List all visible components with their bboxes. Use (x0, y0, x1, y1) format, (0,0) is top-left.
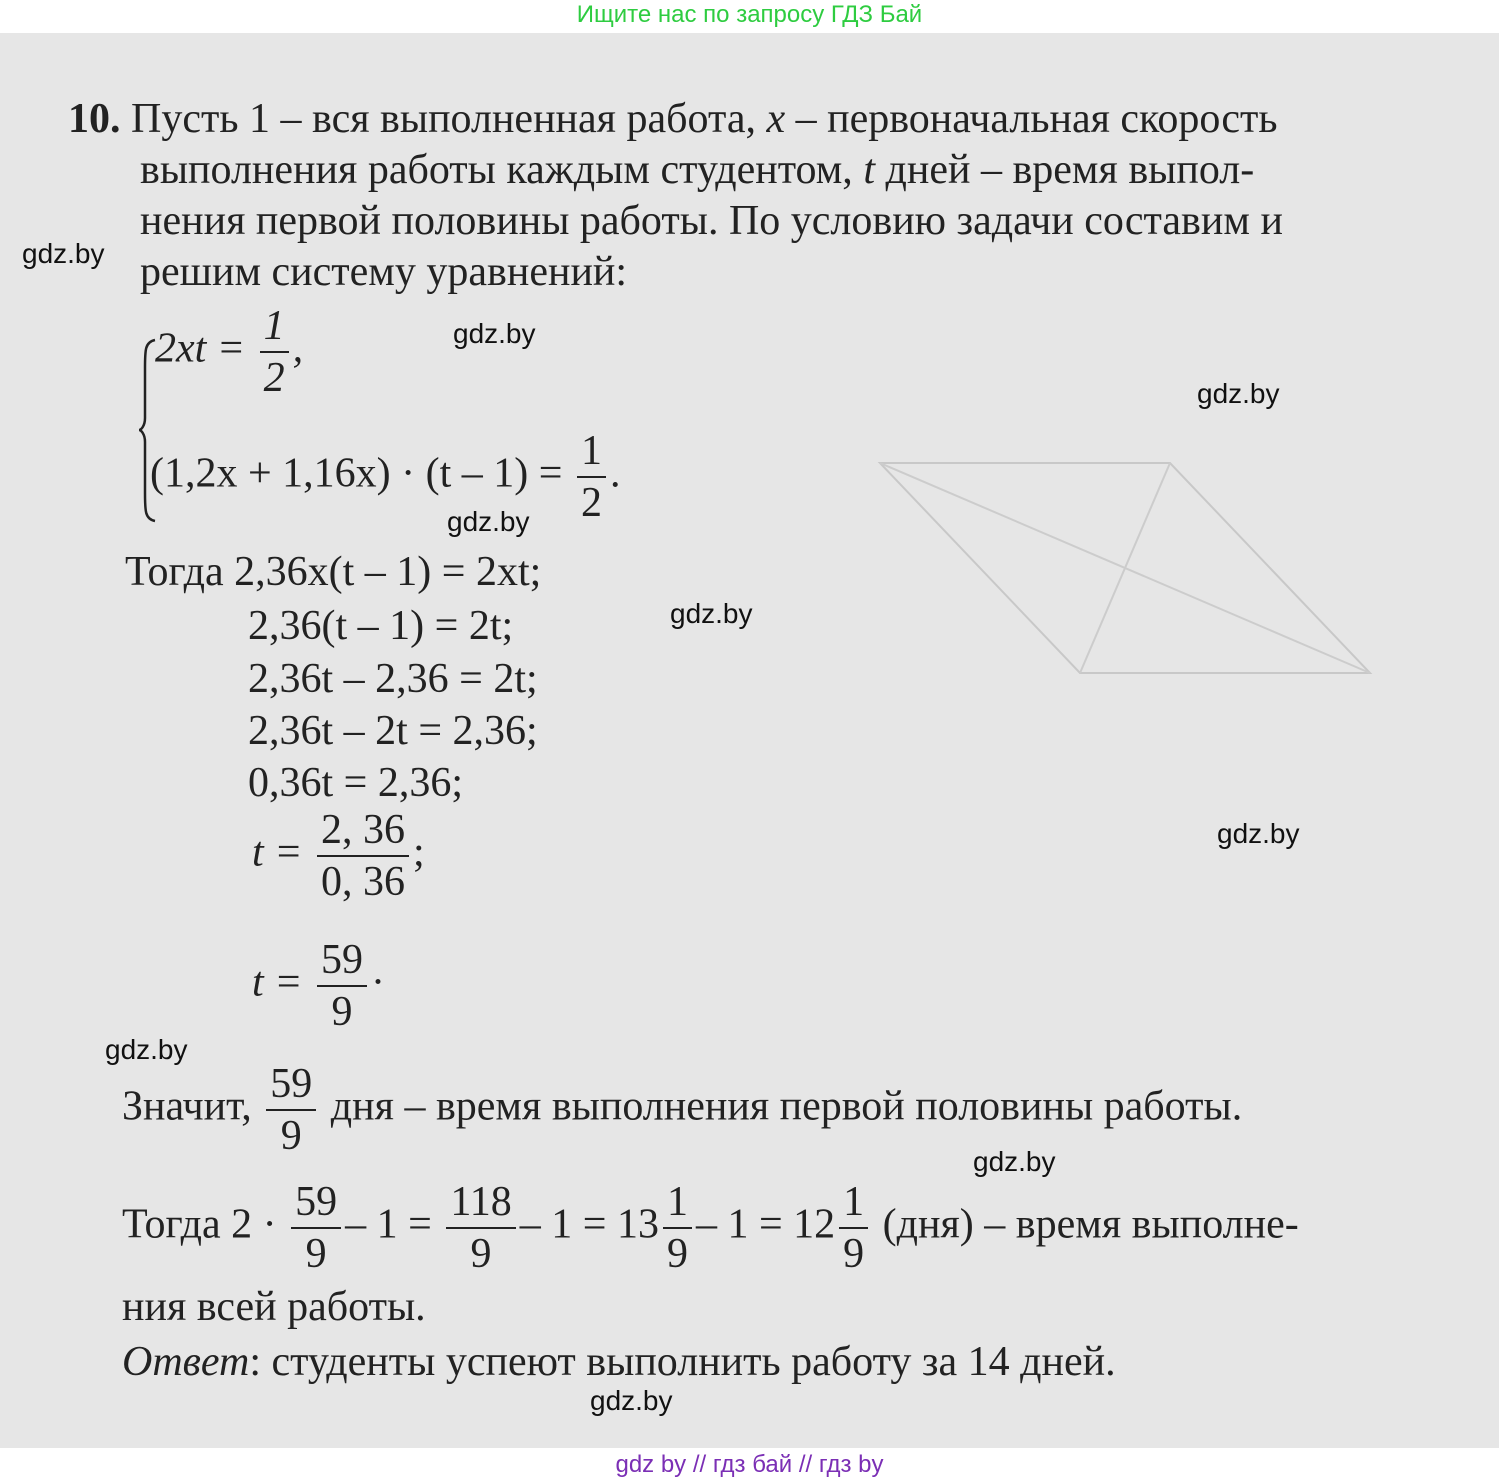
problem-line-2: выполнения работы каждым студентом, t дней – время выпол- (140, 147, 1255, 193)
watermark: gdz.by (453, 318, 536, 349)
conclusion-line-2: Тогда 2 · $\frac{59}{9}$ – 1 = $\frac{118}{9}$ – 1 = 13 $\frac{1}{9}$ – 1 = 12 $\frac{1}{9}$ (дня) – время выполне- (122, 1179, 1299, 1277)
watermark: gdz.by (670, 598, 753, 629)
problem-line-3: нения первой половины работы. По условию задачи составим и (140, 198, 1283, 244)
fraction: $\frac{59}{9}$ (291, 1181, 341, 1275)
step-7: t = $\frac{59}{9}$ · (252, 937, 386, 1035)
watermark: gdz.by (447, 506, 530, 537)
watermark: gdz.by (973, 1146, 1056, 1177)
fraction: $\frac{1}{2}$ (577, 430, 606, 524)
problem-number: 10. (68, 96, 121, 142)
watermark: gdz.by (22, 238, 105, 269)
watermark: gdz.by (590, 1385, 673, 1416)
fraction: $\frac{2, 36}{0, 36}$ (317, 809, 409, 903)
fraction: $\frac{1}{9}$ (839, 1181, 868, 1275)
conclusion-line-3: ния всей работы. (122, 1284, 426, 1330)
fraction: $\frac{1}{9}$ (663, 1181, 692, 1275)
step-3: 2,36t – 2,36 = 2t; (248, 656, 538, 702)
problem-line-4: решим систему уравнений: (140, 249, 628, 295)
scanned-page (0, 33, 1499, 1448)
fraction: $\frac{1}{2}$ (260, 305, 289, 399)
answer-line: Ответ: студенты успеют выполнить работу за 14 дней. (122, 1339, 1116, 1385)
step-1: Тогда 2,36x(t – 1) = 2xt; (125, 549, 542, 595)
bleed-through-figure (850, 403, 1410, 703)
bottom-footer (0, 1448, 1499, 1481)
watermark: gdz.by (105, 1034, 188, 1065)
problem-line-1: 10. Пусть 1 – вся выполненная работа, x – первоначальная скорость (68, 96, 1278, 142)
step-2: 2,36(t – 1) = 2t; (248, 603, 514, 649)
system-equation-1: 2xt = $\frac{1}{2}$ , (155, 303, 304, 401)
conclusion-line-1: Значит, $\frac{59}{9}$ дня – время выполнения первой половины работы. (122, 1061, 1243, 1159)
fraction: $\frac{118}{9}$ (446, 1181, 515, 1275)
answer-label: Ответ (122, 1339, 250, 1385)
watermark: gdz.by (1217, 818, 1300, 849)
footer-text[interactable]: gdz by // гдз бай // гдз by (615, 1451, 884, 1478)
banner-text[interactable]: Ищите нас по запросу ГДЗ Бай (576, 1, 923, 28)
fraction: $\frac{59}{9}$ (317, 939, 367, 1033)
fraction: $\frac{59}{9}$ (266, 1063, 316, 1157)
step-4: 2,36t – 2t = 2,36; (248, 708, 538, 754)
step-5: 0,36t = 2,36; (248, 760, 464, 806)
system-equation-2: (1,2x + 1,16x) · (t – 1) = $\frac{1}{2}$ . (150, 428, 621, 526)
step-6: t = $\frac{2, 36}{0, 36}$ ; (252, 807, 425, 905)
watermark: gdz.by (1197, 378, 1280, 409)
top-banner (0, 0, 1499, 32)
